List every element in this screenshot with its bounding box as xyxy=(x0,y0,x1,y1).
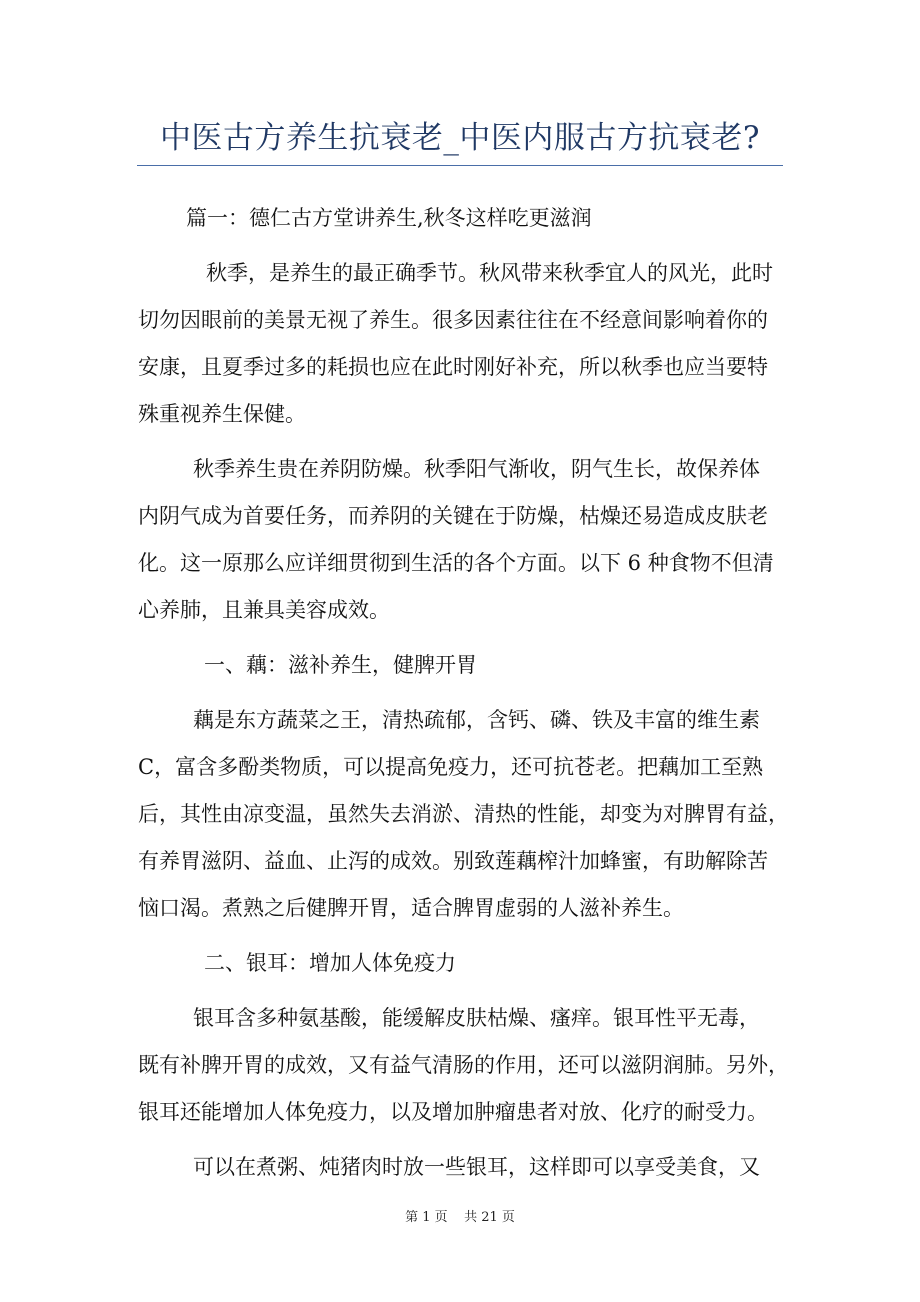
title-underline xyxy=(137,165,783,166)
paragraph-line: 化。这一原那么应详细贯彻到生活的各个方面。以下 6 种食物不但清 xyxy=(138,551,774,575)
paragraph-line: 安康，且夏季过多的耗损也应在此时刚好补充，所以秋季也应当要特 xyxy=(138,355,768,379)
paragraph-line: 秋季，是养生的最正确季节。秋风带来秋季宜人的风光，此时 xyxy=(206,261,773,285)
document-body xyxy=(138,195,788,1191)
document-title: 中医古方养生抗衰老_中医内服古方抗衰老? xyxy=(159,120,761,156)
subheading-white-fungus: 二、银耳：增加人体免疫力 xyxy=(204,951,456,975)
paragraph-line: 殊重视养生保健。 xyxy=(138,402,306,426)
paragraph-line: 内阴气成为首要任务，而养阴的关键在于防燥，枯燥还易造成皮肤老 xyxy=(138,504,768,528)
paragraph-line: 心养肺，且兼具美容成效。 xyxy=(138,598,390,622)
paragraph-line: 后，其性由凉变温，虽然失去消淤、清热的性能，却变为对脾胃有益， xyxy=(138,802,789,826)
paragraph-line: 切勿因眼前的美景无视了养生。很多因素往往在不经意间影响着你的 xyxy=(138,308,768,332)
paragraph-line: 恼口渴。煮熟之后健脾开胃，适合脾胃虚弱的人滋补养生。 xyxy=(138,896,684,920)
paragraph-line: 秋季养生贵在养阴防燥。秋季阳气渐收，阴气生长，故保养体 xyxy=(193,457,760,481)
paragraph-line: 银耳含多种氨基酸，能缓解皮肤枯燥、瘙痒。银耳性平无毒， xyxy=(193,1006,760,1030)
paragraph-line: 银耳还能增加人体免疫力，以及增加肿瘤患者对放、化疗的耐受力。 xyxy=(138,1100,768,1124)
subheading-lotus-root: 一、藕：滋补养生，健脾开胃 xyxy=(204,653,477,677)
paragraph-line: 既有补脾开胃的成效，又有益气清肠的作用，还可以滋阴润肺。另外， xyxy=(138,1053,789,1077)
paragraph-line: 有养胃滋阴、益血、止泻的成效。别致莲藕榨汁加蜂蜜，有助解除苦 xyxy=(138,849,768,873)
paragraph-line: C，富含多酚类物质，可以提高免疫力，还可抗苍老。把藕加工至熟 xyxy=(138,755,764,779)
paragraph-line: 藕是东方蔬菜之王，清热疏郁，含钙、磷、铁及丰富的维生素 xyxy=(193,708,760,732)
page-number: 第 1 页 共 21 页 xyxy=(405,1210,515,1225)
section-heading: 篇一：德仁古方堂讲养生,秋冬这样吃更滋润 xyxy=(186,206,592,230)
paragraph-line: 可以在煮粥、炖猪肉时放一些银耳，这样即可以享受美食，又 xyxy=(193,1155,760,1179)
